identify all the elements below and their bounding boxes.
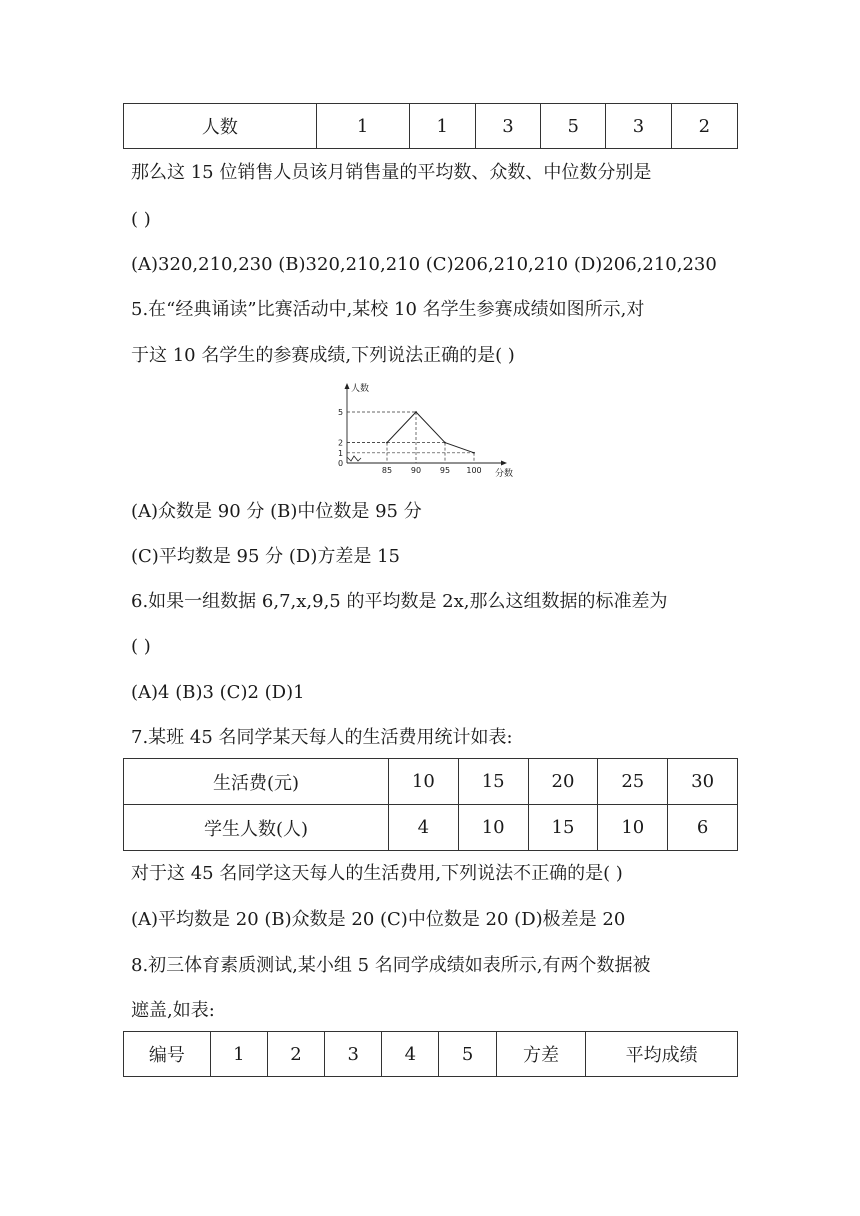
x-tick-label: 90 bbox=[410, 466, 422, 475]
data-point bbox=[415, 411, 417, 413]
q4-answer-paren: ( ) bbox=[131, 209, 151, 230]
table-cell: 6 bbox=[668, 805, 738, 851]
table-cell: 10 bbox=[598, 805, 668, 851]
q5-stem-line1: 5.在“经典诵读”比赛活动中,某校 10 名学生参赛成绩如图所示,对 bbox=[131, 299, 645, 320]
row-label: 人数 bbox=[124, 104, 317, 149]
q8-stem-line2: 遮盖,如表: bbox=[131, 1000, 215, 1021]
table-cell: 1 bbox=[409, 104, 475, 149]
table-cell: 3 bbox=[606, 104, 671, 149]
table-header: 平均成绩 bbox=[586, 1032, 738, 1077]
table-header: 方差 bbox=[496, 1032, 586, 1077]
axis-break bbox=[347, 456, 361, 461]
y-tick-label: 1 bbox=[338, 448, 344, 458]
table-row bbox=[124, 805, 738, 851]
q7-expense-table bbox=[123, 758, 738, 851]
table-cell: 10 bbox=[458, 805, 528, 851]
q5-options-line1: (A)众数是 90 分 (B)中位数是 95 分 bbox=[131, 501, 422, 522]
table-header: 2 bbox=[267, 1032, 324, 1077]
table-cell: 15 bbox=[458, 759, 528, 805]
q4-stem: 那么这 15 位销售人员该月销售量的平均数、众数、中位数分别是 bbox=[131, 162, 652, 183]
table-header: 5 bbox=[439, 1032, 496, 1077]
q6-answer-paren: ( ) bbox=[131, 636, 151, 657]
table-cell: 3 bbox=[475, 104, 540, 149]
y-tick-label: 2 bbox=[338, 438, 344, 448]
table-cell: 4 bbox=[388, 805, 458, 851]
y-axis-arrow bbox=[345, 383, 350, 389]
q5-options-line2: (C)平均数是 95 分 (D)方差是 15 bbox=[131, 546, 400, 567]
table-row bbox=[124, 104, 738, 149]
q8-score-table bbox=[123, 1031, 738, 1077]
x-tick-label: 95 bbox=[439, 466, 451, 475]
series-line bbox=[387, 412, 474, 453]
q8-stem-line1: 8.初三体育素质测试,某小组 5 名同学成绩如表所示,有两个数据被 bbox=[131, 955, 651, 976]
data-point bbox=[444, 442, 446, 444]
x-axis-arrow bbox=[501, 461, 507, 466]
y-tick-label: 0 bbox=[338, 459, 344, 468]
data-point bbox=[473, 452, 475, 454]
x-tick-label: 100 bbox=[466, 466, 482, 475]
q4-count-table bbox=[123, 103, 738, 149]
table-cell: 30 bbox=[668, 759, 738, 805]
q5-stem-line2: 于这 10 名学生的参赛成绩,下列说法正确的是( ) bbox=[131, 345, 515, 366]
header-label: 生活费(元) bbox=[124, 759, 389, 805]
q7-stem: 对于这 45 名同学这天每人的生活费用,下列说法不正确的是( ) bbox=[131, 863, 623, 884]
table-header: 4 bbox=[382, 1032, 439, 1077]
table-cell: 15 bbox=[528, 805, 598, 851]
q7-intro: 7.某班 45 名同学某天每人的生活费用统计如表: bbox=[131, 727, 513, 748]
table-cell: 20 bbox=[528, 759, 598, 805]
x-tick-label: 85 bbox=[381, 466, 393, 475]
table-header: 3 bbox=[325, 1032, 382, 1077]
score-line-chart bbox=[335, 380, 525, 480]
table-cell: 2 bbox=[671, 104, 737, 149]
data-point bbox=[386, 442, 388, 444]
table-cell: 5 bbox=[541, 104, 606, 149]
y-axis-label: 人数 bbox=[351, 384, 370, 394]
y-tick-label: 5 bbox=[338, 408, 344, 417]
q6-options: (A)4 (B)3 (C)2 (D)1 bbox=[131, 682, 305, 703]
table-cell: 25 bbox=[598, 759, 668, 805]
table-row bbox=[124, 1032, 738, 1077]
q6-stem: 6.如果一组数据 6,7,x,9,5 的平均数是 2x,那么这组数据的标准差为 bbox=[131, 591, 668, 612]
table-cell: 10 bbox=[388, 759, 458, 805]
table-cell: 1 bbox=[316, 104, 409, 149]
table-row bbox=[124, 759, 738, 805]
x-axis-label: 分数 bbox=[495, 469, 514, 479]
q4-options: (A)320,210,230 (B)320,210,210 (C)206,210,210 (D)206,210,230 bbox=[131, 254, 717, 275]
q7-options: (A)平均数是 20 (B)众数是 20 (C)中位数是 20 (D)极差是 20 bbox=[131, 909, 626, 930]
table-header: 1 bbox=[210, 1032, 267, 1077]
table-header: 编号 bbox=[124, 1032, 211, 1077]
row-label: 学生人数(人) bbox=[124, 805, 389, 851]
